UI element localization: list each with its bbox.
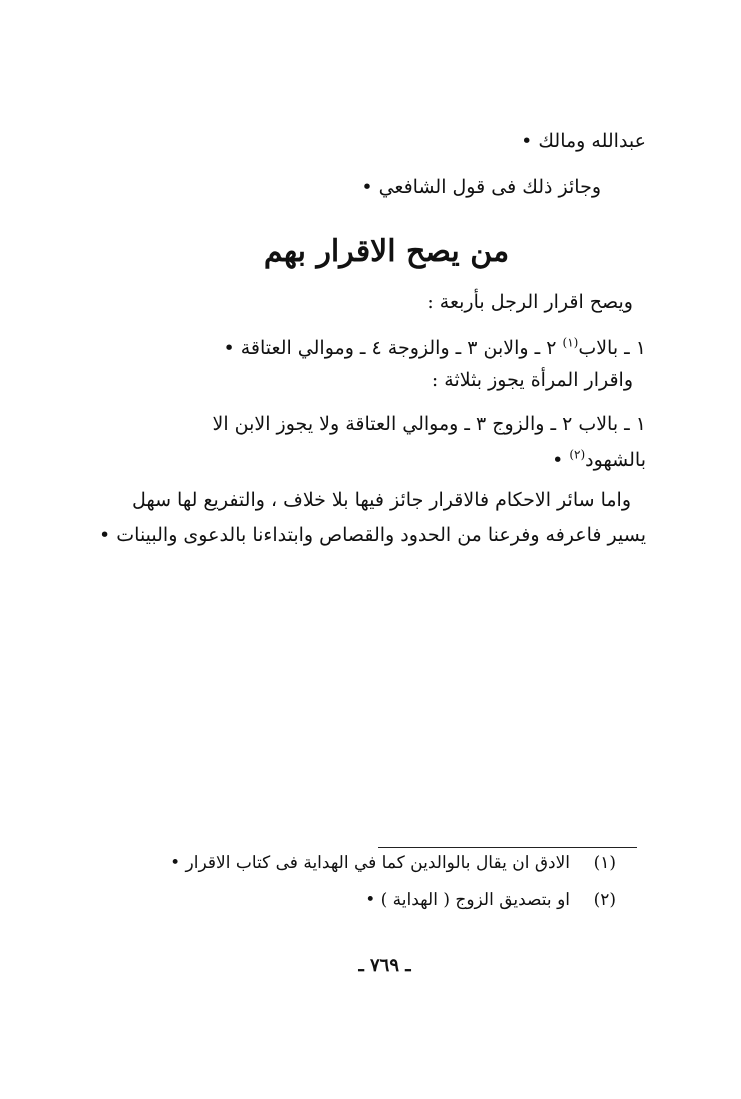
body-line-6: ١ ـ بالاب ٢ ـ والزوج ٣ ـ وموالي العتاقة ولا يجوز الابن الا — [212, 413, 646, 435]
footnote-separator — [378, 847, 637, 848]
footnote-ref-1: (١) — [562, 335, 579, 350]
body-line-5: واقرار المرأة يجوز بثلاثة : — [431, 369, 633, 391]
section-heading: من يصح الاقرار بهم — [263, 234, 510, 269]
page-number: ـ ٧٦٩ ـ — [358, 955, 411, 976]
body-line-3: ويصح اقرار الرجل بأربعة : — [427, 291, 633, 313]
body-line-2: وجائز ذلك فى قول الشافعي • — [361, 176, 601, 198]
body-line-4 — [224, 334, 647, 362]
body-line-1: عبدالله ومالك • — [521, 130, 646, 152]
footnote-1-number: (١) — [593, 853, 616, 873]
body-line-7 — [552, 446, 646, 474]
footnote-2-number: (٢) — [593, 890, 616, 910]
footnote-ref-2: (٢) — [569, 447, 586, 462]
body-line-4-start: ١ ـ بالاب — [578, 337, 646, 359]
footnote-2-text: او بتصديق الزوج ( الهداية ) • — [365, 890, 570, 910]
body-line-8: واما سائر الاحكام فالاقرار جائز فيها بلا خلاف ، والتفريع لها سهل — [131, 489, 631, 511]
body-line-7-start: بالشهود — [585, 449, 646, 471]
body-line-9: يسير فاعرفه وفرعنا من الحدود والقصاص وابتداءنا بالدعوى والبينات • — [99, 524, 646, 546]
footnote-1-text: الادق ان يقال بالوالدين كما في الهداية فى كتاب الاقرار • — [170, 853, 570, 873]
footnote-2 — [365, 887, 616, 913]
body-line-4-end: ٢ ـ والابن ٣ ـ والزوجة ٤ ـ وموالي العتاقة • — [223, 337, 563, 359]
footnote-1 — [170, 850, 616, 876]
body-line-7-end: • — [552, 449, 570, 471]
